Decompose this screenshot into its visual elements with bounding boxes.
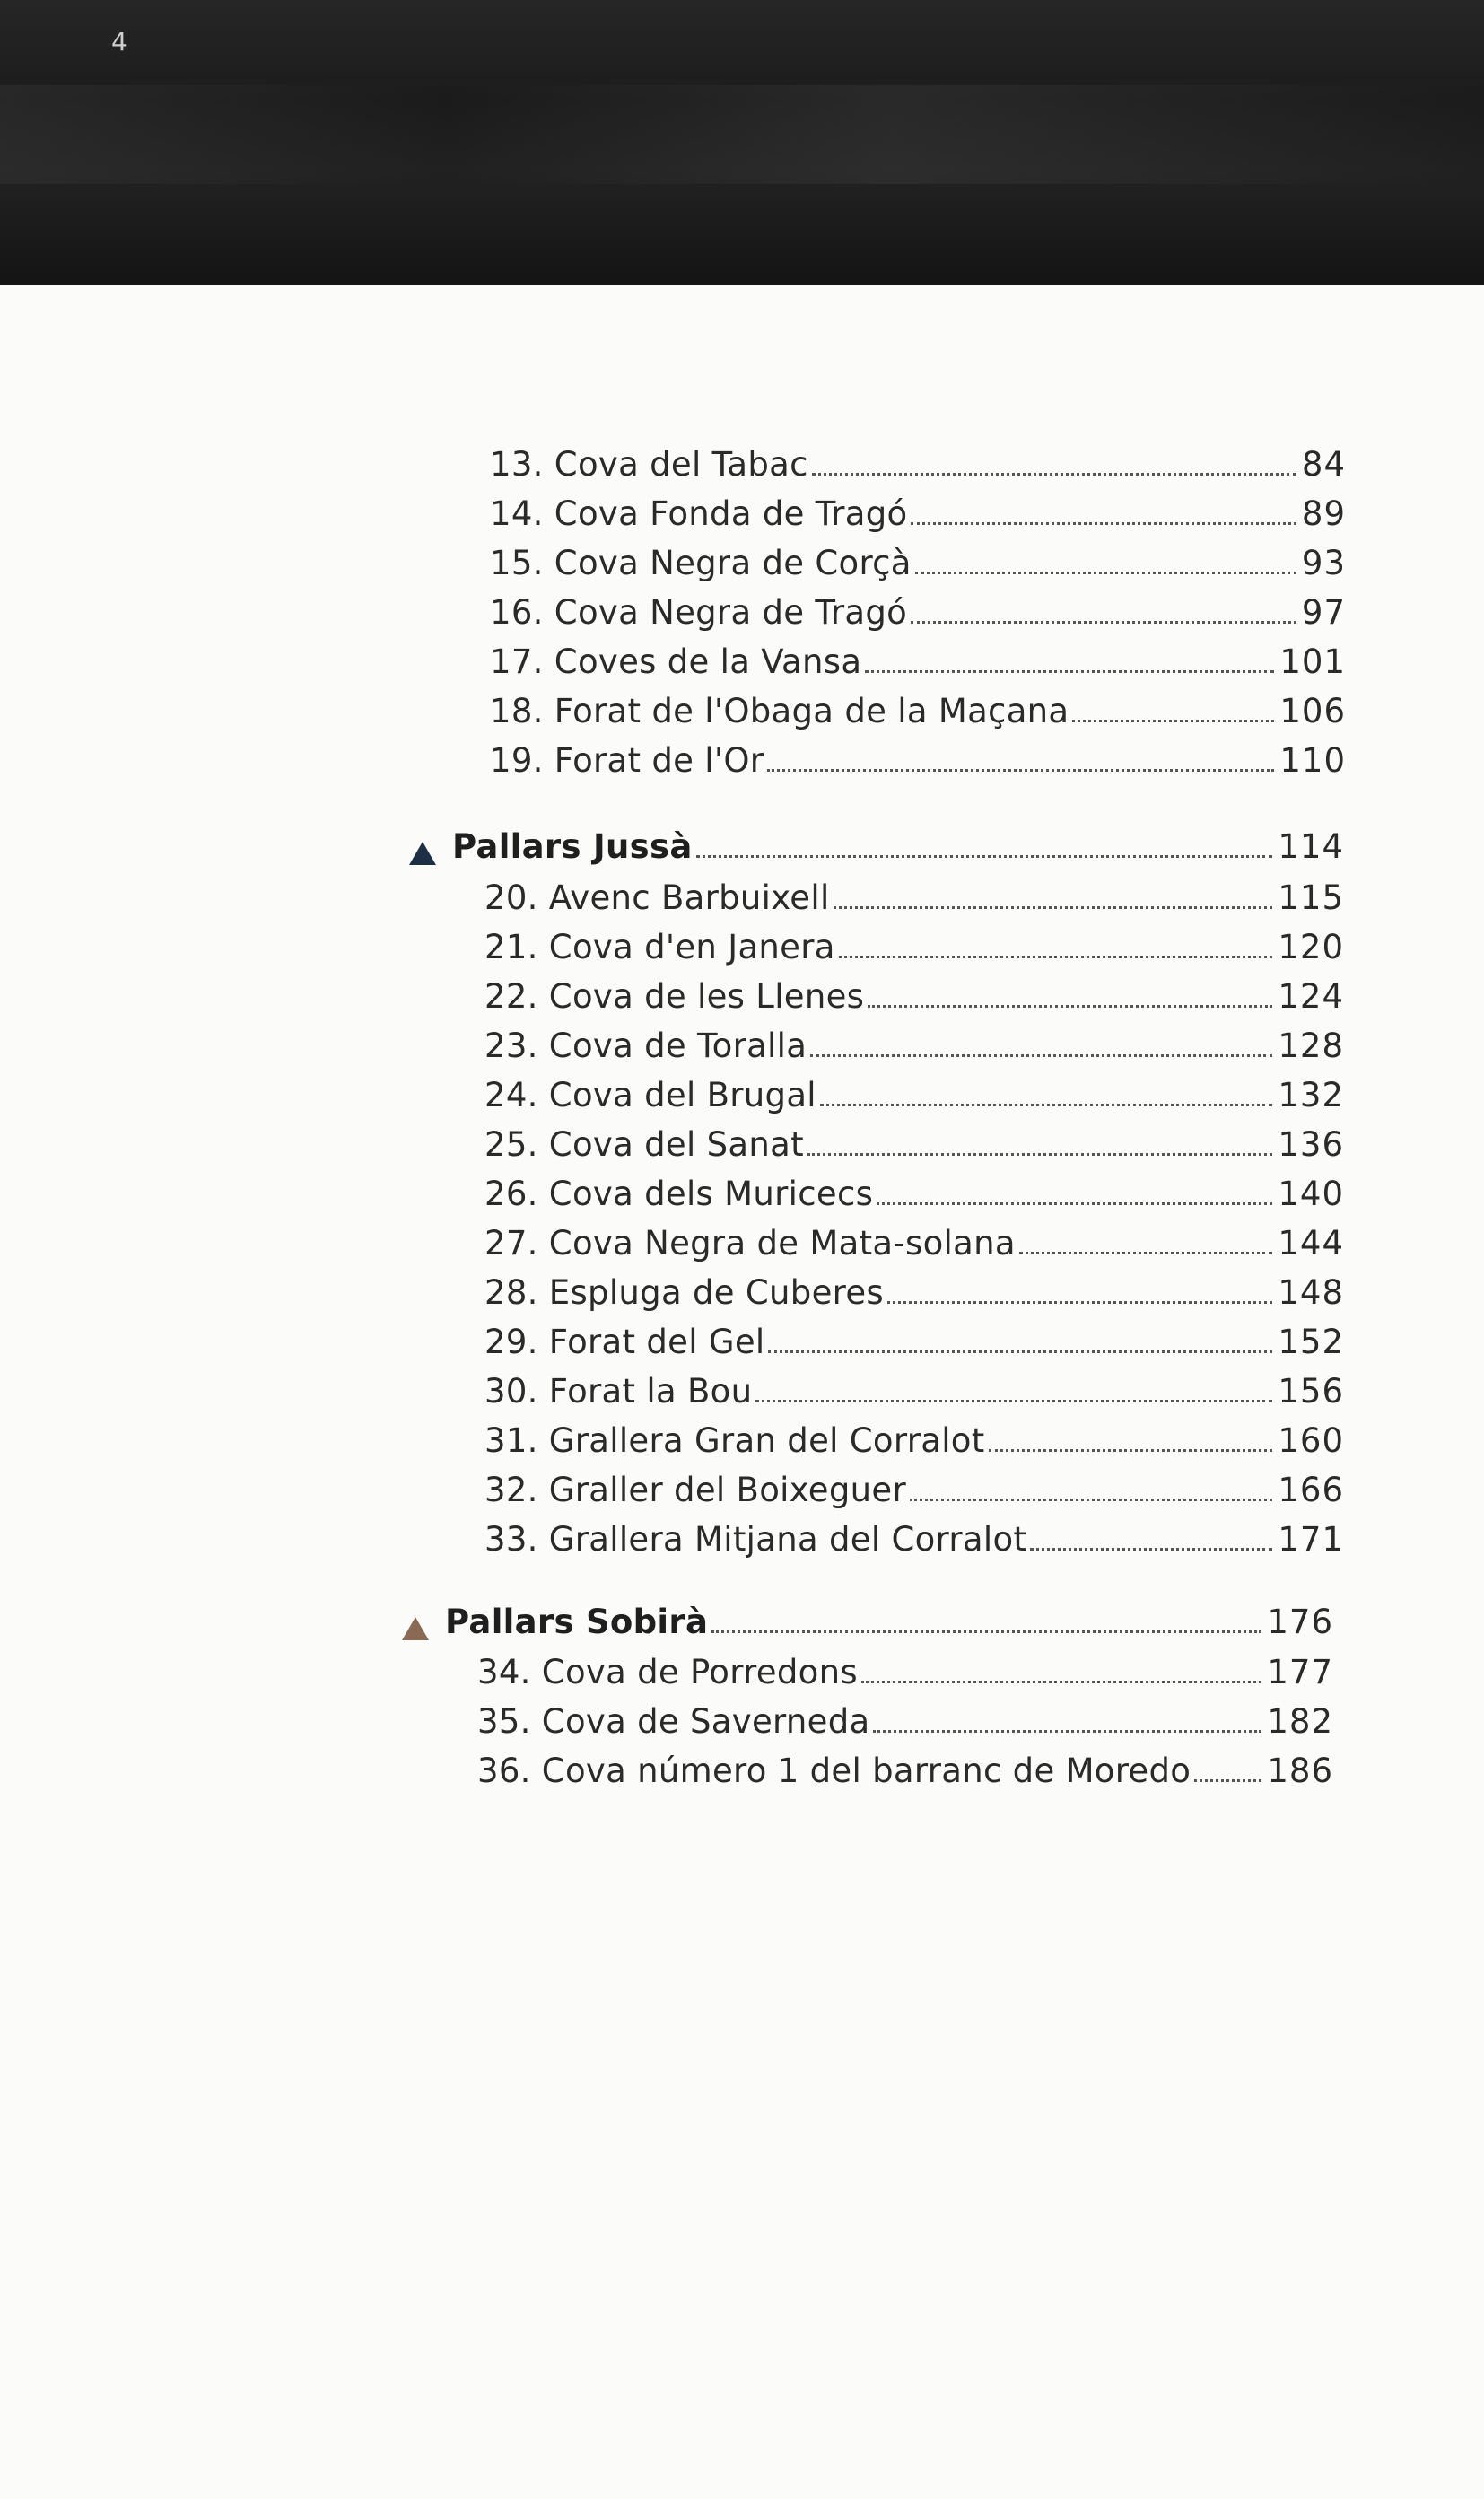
toc-entry-page-number: 89 [1301,494,1346,533]
section-page-number: 114 [1278,827,1344,866]
dot-leader [861,1681,1261,1683]
dot-leader [1194,1779,1261,1782]
toc-entry[interactable] [484,1421,1344,1470]
section-title: Pallars Jussà [452,827,693,866]
toc-entry-title: 14. Cova Fonda de Tragó [490,494,908,533]
toc-entry[interactable] [484,1471,1344,1519]
dot-leader [810,1054,1272,1057]
toc-entry[interactable] [484,1520,1344,1568]
toc-entry[interactable] [490,692,1346,740]
toc-entry[interactable] [484,1175,1344,1223]
toc-entry[interactable] [490,642,1346,691]
toc-entry[interactable] [490,593,1346,642]
toc-entry[interactable] [484,1027,1344,1075]
toc-entry-page-number: 120 [1278,928,1344,966]
toc-entry-page-number: 182 [1267,1702,1333,1741]
toc-entry-page-number: 136 [1278,1125,1344,1164]
toc-entry-page-number: 160 [1278,1421,1344,1460]
dot-leader [1019,1252,1273,1254]
toc-entry[interactable] [477,1653,1333,1701]
toc-entry-page-number: 140 [1278,1175,1344,1213]
toc-entry-title: 29. Forat del Gel [484,1323,765,1361]
toc-entry[interactable] [490,445,1346,494]
dot-leader [877,1202,1272,1205]
toc-entry-page-number: 171 [1278,1520,1344,1559]
dot-leader [915,572,1296,574]
dot-leader [887,1301,1272,1304]
section-page-number: 176 [1267,1603,1333,1641]
toc-entry[interactable] [484,1372,1344,1420]
toc-entry-title: 13. Cova del Tabac [490,445,808,484]
toc-entry[interactable] [484,928,1344,976]
toc-entry-title: 34. Cova de Porredons [477,1653,858,1691]
toc-entry[interactable] [484,878,1344,927]
toc-entry-title: 19. Forat de l'Or [490,741,764,780]
toc-entry-title: 20. Avenc Barbuixell [484,878,830,917]
dot-leader [1030,1548,1272,1551]
toc-entry-page-number: 144 [1278,1224,1344,1263]
toc-entry[interactable] [484,1125,1344,1174]
dot-leader [911,522,1296,525]
section-title: Pallars Sobirà [445,1603,709,1641]
toc-entry-title: 32. Graller del Boixeguer [484,1471,906,1509]
mountain-icon-brown [402,1617,429,1640]
toc-entry-page-number: 106 [1279,692,1346,730]
dot-leader [767,769,1274,772]
toc-entry-title: 15. Cova Negra de Corçà [490,544,912,582]
toc-entry[interactable] [490,741,1346,790]
toc-entry-title: 23. Cova de Toralla [484,1027,807,1065]
toc-entry-title: 33. Grallera Mitjana del Corralot [484,1520,1027,1559]
toc-entry[interactable] [484,1224,1344,1272]
toc-entry-page-number: 177 [1267,1653,1333,1691]
dot-leader [865,670,1274,673]
toc-entry-title: 26. Cova dels Muricecs [484,1175,874,1213]
section-heading[interactable] [445,1603,1333,1651]
toc-entry-title: 24. Cova del Brugal [484,1076,816,1114]
toc-entry[interactable] [477,1752,1333,1800]
toc-entry-page-number: 101 [1279,642,1346,681]
toc-entry-page-number: 152 [1278,1323,1344,1361]
dot-leader [868,1005,1272,1008]
dot-leader [696,855,1273,858]
toc-entry-title: 28. Espluga de Cuberes [484,1273,884,1312]
toc-entry-page-number: 156 [1278,1372,1344,1411]
toc-entry[interactable] [490,544,1346,592]
toc-entry[interactable] [490,494,1346,543]
toc-entry-page-number: 115 [1278,878,1344,917]
dot-leader [911,621,1296,624]
dot-leader [820,1104,1272,1106]
toc-entry[interactable] [484,1076,1344,1124]
dot-leader [873,1730,1261,1733]
toc-entry-title: 18. Forat de l'Obaga de la Maçana [490,692,1069,730]
dot-leader [807,1153,1272,1156]
toc-entry-title: 22. Cova de les Llenes [484,977,865,1016]
page-number: 4 [111,27,127,57]
toc-entry-title: 21. Cova d'en Janera [484,928,835,966]
dot-leader [839,956,1273,958]
toc-entry-title: 36. Cova número 1 del barranc de Moredo [477,1752,1192,1790]
dot-leader [711,1630,1261,1633]
toc-entry-title: 17. Coves de la Vansa [490,642,862,681]
dot-leader [755,1400,1272,1402]
section-heading[interactable] [452,827,1344,876]
toc-entry[interactable] [484,1323,1344,1371]
toc-entry-title: 35. Cova de Saverneda [477,1702,870,1741]
toc-entry-page-number: 97 [1301,593,1346,632]
toc-entry-page-number: 128 [1278,1027,1344,1065]
toc-entry[interactable] [484,977,1344,1026]
toc-entry-title: 25. Cova del Sanat [484,1125,804,1164]
toc-entry-page-number: 84 [1301,445,1346,484]
toc-entry-page-number: 124 [1278,977,1344,1016]
dot-leader [812,473,1296,476]
toc-entry[interactable] [484,1273,1344,1322]
header-band [0,0,1484,285]
dot-leader [834,906,1273,909]
toc-entry-title: 16. Cova Negra de Tragó [490,593,908,632]
toc-entry-title: 31. Grallera Gran del Corralot [484,1421,985,1460]
dot-leader [1072,720,1274,722]
dot-leader [768,1350,1272,1353]
toc-entry-page-number: 166 [1278,1471,1344,1509]
toc-entry-page-number: 148 [1278,1273,1344,1312]
dot-leader [910,1499,1272,1501]
dot-leader [989,1449,1273,1452]
toc-entry-page-number: 132 [1278,1076,1344,1114]
toc-entry-title: 30. Forat la Bou [484,1372,753,1411]
toc-entry-page-number: 110 [1279,741,1346,780]
toc-entry[interactable] [477,1702,1333,1751]
toc-entry-page-number: 93 [1301,544,1346,582]
mountain-icon-navy [409,842,436,865]
toc-entry-title: 27. Cova Negra de Mata-solana [484,1224,1016,1263]
toc-entry-page-number: 186 [1267,1752,1333,1790]
